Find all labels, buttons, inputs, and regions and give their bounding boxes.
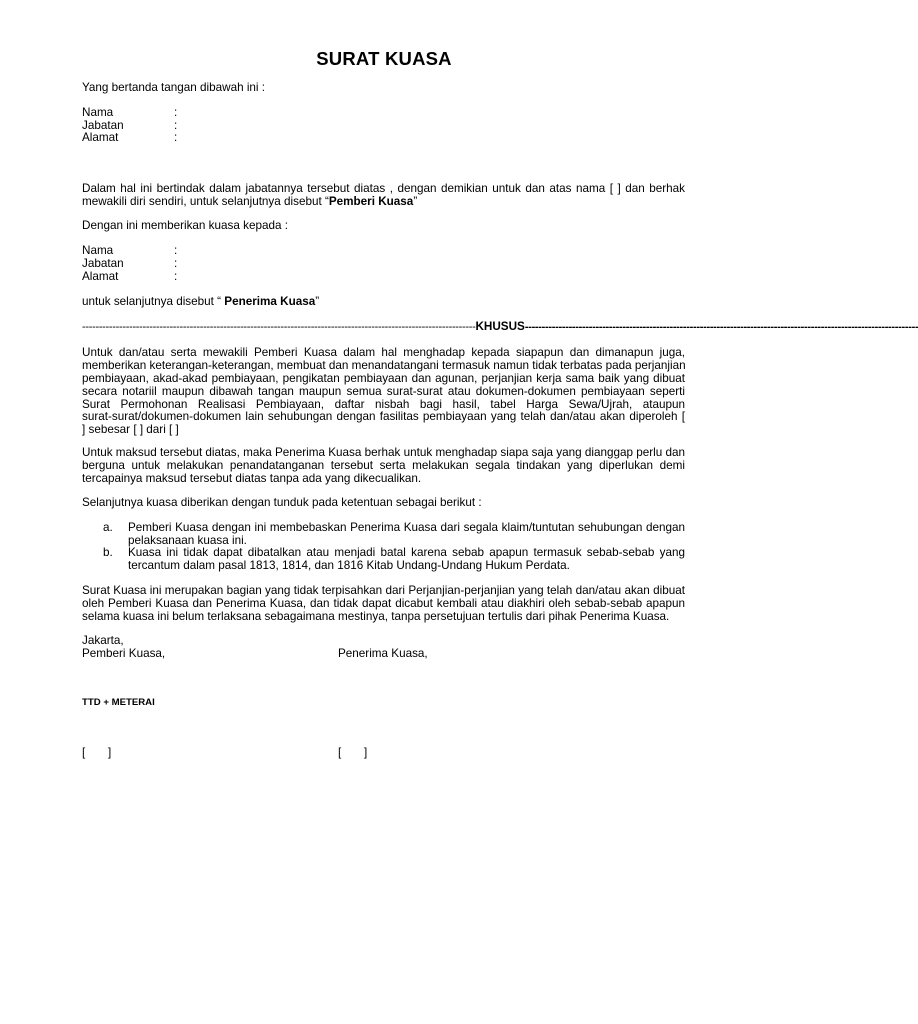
- divider-dashes-right: ---------------------------------------------------------------------------------------------------------------------: [524, 321, 918, 333]
- field-colon: :: [174, 119, 178, 132]
- paragraph-line: ] sebesar [ ] dari [ ]: [82, 423, 179, 437]
- paragraph-line: oleh Pemberi Kuasa dan Penerima Kuasa, dan tidak dapat dicabut kembali atau diakhiri oleh sebab-sebab apapun: [82, 596, 685, 610]
- authority-paragraph: [82, 347, 685, 437]
- field-colon: :: [174, 131, 178, 144]
- stamp-note: TTD + METERAI: [82, 697, 155, 708]
- document-title: SURAT KUASA: [316, 48, 452, 69]
- field-colon: :: [174, 257, 178, 270]
- pemberi-kuasa-term: Pemberi Kuasa: [328, 194, 414, 208]
- grantee-reference-prefix: untuk selanjutnya disebut “: [82, 295, 225, 308]
- paragraph-line: secara notariil maupun dibawah tangan maupun semua surat-surat atau dokumen-dokumen pembiayaan seperti: [82, 384, 685, 398]
- quote-close: ”: [413, 194, 418, 208]
- paragraph-line: pembiayaan, akad-akad pembiayaan, pengikatan pembiayaan dan agunan, perjanjian kerja sama baik yang dibuat: [82, 371, 685, 385]
- list-item-line: tercantum dalam pasal 1813, 1814, dan 1816 Kitab Undang-Undang Hukum Perdata.: [128, 558, 570, 572]
- paragraph-line: surat-surat/dokumen-dokumen lain sehubungan dengan fasilitas pembiayaan yang telah dan/atau akan diperoleh [: [82, 410, 685, 424]
- field-colon: :: [174, 270, 178, 283]
- paragraph-line: selama kuasa ini belum terlaksana sebagaimana mestinya, tanpa persetujuan tertulis dari pihak Penerima Kuasa.: [82, 609, 670, 623]
- closing-paragraph: [82, 585, 685, 624]
- signer-right-label: Penerima Kuasa,: [338, 647, 428, 660]
- paragraph-line: memberikan keterangan-keterangan, membuat dan menandatangani termasuk namun tidak terbatas pada perjanjian: [82, 358, 686, 372]
- intro-text: Yang bertanda tangan dibawah ini :: [82, 81, 266, 94]
- conditions-intro: Selanjutnya kuasa diberikan dengan tunduk pada ketentuan sebagai berikut :: [82, 496, 482, 509]
- signature-placeholder-right: [ ]: [338, 746, 368, 759]
- list-item-line: Kuasa ini tidak dapat dibatalkan atau menjadi batal karena sebab apapun termasuk sebab-sebab yang: [128, 546, 685, 559]
- signer-left-label: Pemberi Kuasa,: [82, 647, 166, 660]
- paragraph-line: Untuk maksud tersebut diatas, maka Penerima Kuasa berhak untuk menghadap siapa saja yang dianggap perlu dan: [82, 446, 685, 459]
- penerima-kuasa-term: Penerima Kuasa: [224, 295, 316, 308]
- paragraph-line-text: mewakili diri sendiri, untuk selanjutnya disebut “: [82, 194, 329, 208]
- list-item-line: Pemberi Kuasa dengan ini membebaskan Penerima Kuasa dari segala klaim/tuntutan sehubungan dengan: [128, 521, 685, 534]
- list-item-body: [128, 522, 685, 548]
- list-item-body: [128, 547, 685, 573]
- paragraph-line: Dalam hal ini bertindak dalam jabatannya tersebut diatas , dengan demikian untuk dan atas nama [ ] dan berhak: [82, 182, 685, 195]
- grantee-reference-text: [82, 296, 319, 309]
- divider-dashes-left: ---------------------------------------------------------------------------------------------------------------------: [82, 321, 476, 333]
- paragraph-line: berguna untuk melakukan penandatanganan tersebut serta melakukan segala tindakan yang diperlukan demi: [82, 458, 685, 472]
- khusus-divider: [82, 320, 918, 334]
- paragraph-line: Surat Kuasa ini merupakan bagian yang tidak terpisahkan dari Perjanjian-perjanjian yang telah dan/atau akan dibuat: [82, 584, 685, 597]
- field-colon: :: [174, 106, 178, 119]
- field-label: Alamat: [82, 131, 119, 144]
- list-marker: b.: [103, 546, 113, 559]
- field-label: Jabatan: [82, 257, 124, 270]
- paragraph-line: [82, 196, 685, 209]
- list-marker: a.: [103, 521, 113, 534]
- paragraph-line: Surat Permohonan Realisasi Pembiayaan, daftar nisbah bagi hasil, tabel Harga Sewa/Ujrah, ataupun: [82, 397, 685, 411]
- quote-close: ”: [315, 295, 320, 308]
- list-item-line: pelaksanaan kuasa ini.: [128, 533, 247, 547]
- field-label: Jabatan: [82, 119, 124, 132]
- grant-intro-text: Dengan ini memberikan kuasa kepada :: [82, 219, 288, 232]
- field-label: Alamat: [82, 270, 119, 283]
- field-colon: :: [174, 244, 178, 257]
- place-text: Jakarta,: [82, 634, 124, 647]
- divider-label: KHUSUS: [475, 320, 525, 333]
- field-label: Nama: [82, 244, 114, 257]
- field-label: Nama: [82, 106, 114, 119]
- acting-capacity-paragraph: [82, 183, 685, 209]
- purpose-paragraph: [82, 447, 685, 486]
- signature-placeholder-left: [ ]: [82, 746, 112, 759]
- paragraph-line: tercapainya maksud tersebut diatas tanpa ada yang dikecualikan.: [82, 471, 422, 485]
- paragraph-line: Untuk dan/atau serta mewakili Pemberi Kuasa dalam hal menghadap kepada siapapun dan dimanapun juga,: [82, 346, 685, 359]
